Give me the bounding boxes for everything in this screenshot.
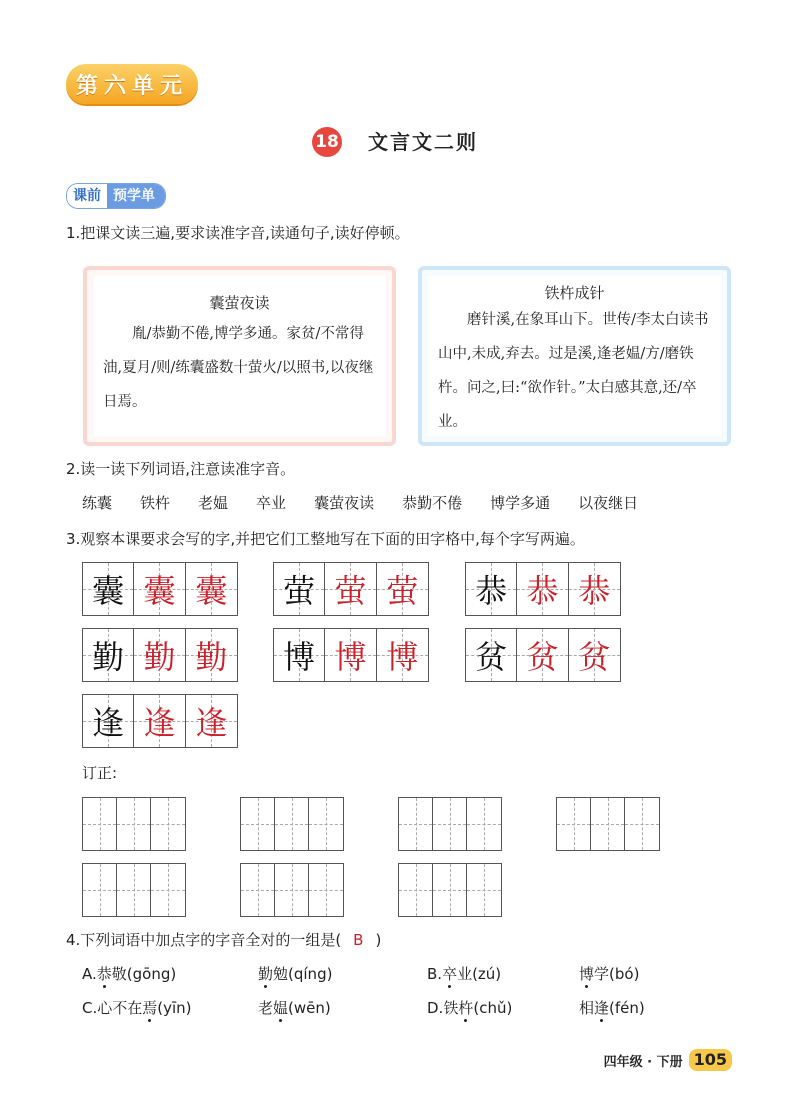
writing-grid-pin (465, 628, 621, 682)
option-d1 (427, 997, 512, 1018)
written-char: 博 (386, 638, 419, 676)
correction-grid[interactable] (82, 797, 186, 851)
opt-post: (chǔ) (473, 999, 513, 1017)
opt-pre: 老 (258, 999, 274, 1017)
written-char: 囊 (195, 572, 228, 610)
question-4 (66, 929, 381, 951)
dotted-char: 博 (579, 965, 595, 983)
written-char: 贫 (578, 638, 611, 676)
model-char: 萤 (283, 572, 316, 610)
written-char: 恭 (578, 572, 611, 610)
opt-post: (fén) (609, 999, 645, 1017)
grade-label: 四年级 · 下册 (603, 1054, 683, 1070)
card2-title: 铁杵成针 (544, 284, 605, 302)
question-3: 3.观察本课要求会写的字,并把它们工整地写在下面的田字格中,每个字写两遍。 (66, 530, 585, 548)
dotted-char: 杵 (458, 999, 474, 1017)
option-d2 (579, 997, 645, 1018)
unit-title: 第六单元 (76, 73, 189, 99)
word-item: 博学多通 (490, 494, 551, 512)
option-a1 (82, 963, 176, 984)
correction-grid[interactable] (556, 797, 660, 851)
correction-grid[interactable] (398, 797, 502, 851)
tag-part1: 课前 (67, 184, 107, 208)
option-b2 (579, 963, 639, 984)
option-b1 (427, 963, 501, 984)
model-char: 恭 (475, 572, 508, 610)
q4-answer: B (353, 931, 364, 949)
correction-grid[interactable] (240, 797, 344, 851)
correction-grid[interactable] (240, 863, 344, 917)
opt-pre: A. (82, 965, 97, 983)
dotted-char: 逢 (594, 999, 610, 1017)
written-char: 勤 (195, 638, 228, 676)
word-item: 练囊 (82, 494, 113, 512)
writing-grid-nang (82, 562, 238, 616)
word-item: 恭勤不倦 (402, 494, 463, 512)
writing-grid-bo (273, 628, 429, 682)
correction-grid[interactable] (398, 863, 502, 917)
model-char: 勤 (92, 638, 125, 676)
written-char: 逢 (143, 704, 176, 742)
card-tiechu (418, 266, 731, 446)
word-item: 囊萤夜读 (314, 494, 375, 512)
card1-title: 囊萤夜读 (209, 294, 270, 312)
card2-body: 磨针溪,在象耳山下。世传/李太白读书山中,未成,弃去。过是溪,逢老媪/方/磨铁杵。问之,曰:“欲作针。”太白感其意,还/卒业。 (438, 312, 709, 430)
written-char: 勤 (143, 638, 176, 676)
opt-pre: C.心不在 (82, 999, 143, 1017)
model-char: 博 (283, 638, 316, 676)
section-tag (66, 183, 166, 209)
option-a2 (258, 963, 332, 984)
card-nangying (83, 266, 396, 446)
correction-label: 订正: (82, 764, 118, 782)
word-item: 老媪 (198, 494, 229, 512)
page-number: 105 (689, 1049, 732, 1071)
written-char: 贫 (526, 638, 559, 676)
writing-grid-gong (465, 562, 621, 616)
q4-suffix: ) (375, 931, 382, 949)
option-c1 (82, 997, 192, 1018)
dotted-char: 勤 (258, 965, 274, 983)
model-char: 逢 (92, 704, 125, 742)
word-list (82, 492, 666, 513)
dotted-char: 媪 (273, 999, 289, 1017)
written-char: 萤 (386, 572, 419, 610)
dotted-char: 恭 (96, 965, 112, 983)
lesson-number: 18 (312, 127, 342, 157)
correction-grid[interactable] (82, 863, 186, 917)
opt-post: 勉(qíng) (273, 965, 333, 983)
written-char: 萤 (334, 572, 367, 610)
q4-prefix: 4.下列词语中加点字的字音全对的一组是( (66, 931, 342, 949)
opt-pre: B. (427, 965, 443, 983)
written-char: 囊 (143, 572, 176, 610)
question-2: 2.读一读下列词语,注意读准字音。 (66, 460, 296, 478)
written-char: 恭 (526, 572, 559, 610)
unit-badge (66, 64, 198, 104)
page-footer (604, 1049, 732, 1071)
dotted-char: 卒 (442, 965, 458, 983)
option-c2 (258, 997, 331, 1018)
model-char: 贫 (475, 638, 508, 676)
opt-post: 学(bó) (594, 965, 640, 983)
question-1: 1.把课文读三遍,要求读准字音,读通句子,读好停顿。 (66, 224, 410, 242)
opt-post: 敬(gōng) (111, 965, 177, 983)
word-item: 铁杵 (140, 494, 171, 512)
opt-post: (wēn) (288, 999, 331, 1017)
lesson-title: 文言文二则 (368, 130, 478, 154)
opt-pre: 相 (579, 999, 595, 1017)
word-item: 以夜继日 (578, 494, 639, 512)
opt-pre: D.铁 (427, 999, 459, 1017)
written-char: 博 (334, 638, 367, 676)
writing-grid-qin (82, 628, 238, 682)
tag-part2: 预学单 (107, 184, 165, 208)
word-item: 卒业 (256, 494, 287, 512)
writing-grid-ying (273, 562, 429, 616)
card1-body: 胤/恭勤不倦,博学多通。家贫/不常得油,夏月/则/练囊盛数十萤火/以照书,以夜继日焉。 (103, 326, 374, 410)
opt-post: 业(zú) (457, 965, 502, 983)
written-char: 逢 (195, 704, 228, 742)
model-char: 囊 (92, 572, 125, 610)
opt-post: (yīn) (157, 999, 192, 1017)
writing-grid-feng (82, 694, 238, 748)
dotted-char: 焉 (142, 999, 158, 1017)
